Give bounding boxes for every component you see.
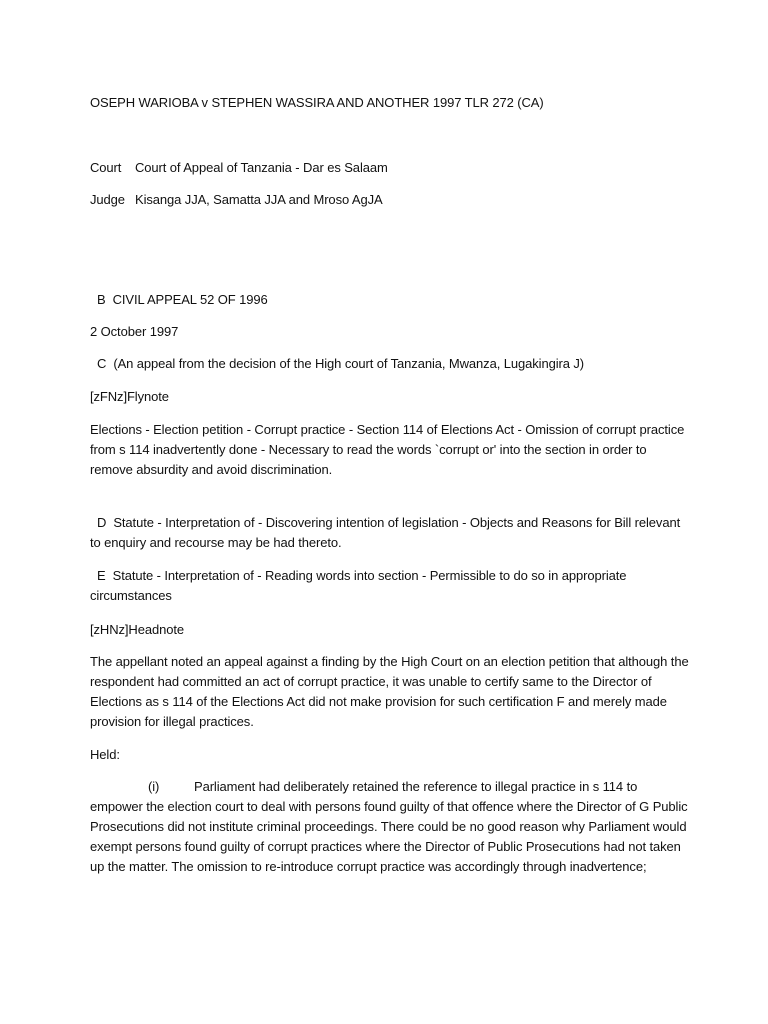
decision-date: 2 October 1997 <box>90 324 179 339</box>
held-item-number: (i) <box>148 779 160 794</box>
court-label: Court <box>90 160 122 175</box>
court-row <box>90 158 388 178</box>
judge-row <box>90 190 383 210</box>
court-value: Court of Appeal of Tanzania - Dar es Salaam <box>135 160 388 175</box>
held-label: Held: <box>90 747 120 762</box>
judge-value: Kisanga JJA, Samatta JJA and Mroso AgJA <box>135 192 383 207</box>
held-item-text: Parliament had deliberately retained the reference to illegal practice in s 114 to empower the election court to deal with persons found guilty of that offence where the Director of G Public Prosecutions did not institute criminal proceedings. There could be no good reason why Parliament would exempt persons found guilty of corrupt practices where the Director of Public Prosecutions had not taken up the matter. The omission to re-introduce corrupt practice was accordingly through inadvertence; <box>90 779 688 874</box>
flynote-paragraph-3: E Statute - Interpretation of - Reading words into section - Permissible to do so in appropriate circumstances <box>90 568 630 603</box>
judge-label: Judge <box>90 192 125 207</box>
appeal-origin: C (An appeal from the decision of the High court of Tanzania, Mwanza, Lugakingira J) <box>90 356 584 371</box>
case-title: OSEPH WARIOBA v STEPHEN WASSIRA AND ANOTHER 1997 TLR 272 (CA) <box>90 95 544 110</box>
flynote-heading: [zFNz]Flynote <box>90 389 169 404</box>
flynote-paragraph-2: D Statute - Interpretation of - Discovering intention of legislation - Objects and Reasons for Bill relevant to enquiry and recourse may be had thereto. <box>90 515 684 550</box>
flynote-paragraph-1: Elections - Election petition - Corrupt practice - Section 114 of Elections Act - Omission of corrupt practice from s 114 inadvertently done - Necessary to read the words `corrupt or' into the section in order to remove absurdity and avoid discrimination. <box>90 422 685 477</box>
held-item-1 <box>90 777 690 877</box>
headnote-heading: [zHNz]Headnote <box>90 622 184 637</box>
headnote-paragraph: The appellant noted an appeal against a finding by the High Court on an election petition that although the respondent had committed an act of corrupt practice, it was unable to certify same to the Director of Elections as s 114 of the Elections Act did not make provision for such certification F and merely made provision for illegal practices. <box>90 654 689 729</box>
civil-appeal-number: B CIVIL APPEAL 52 OF 1996 <box>90 292 268 307</box>
